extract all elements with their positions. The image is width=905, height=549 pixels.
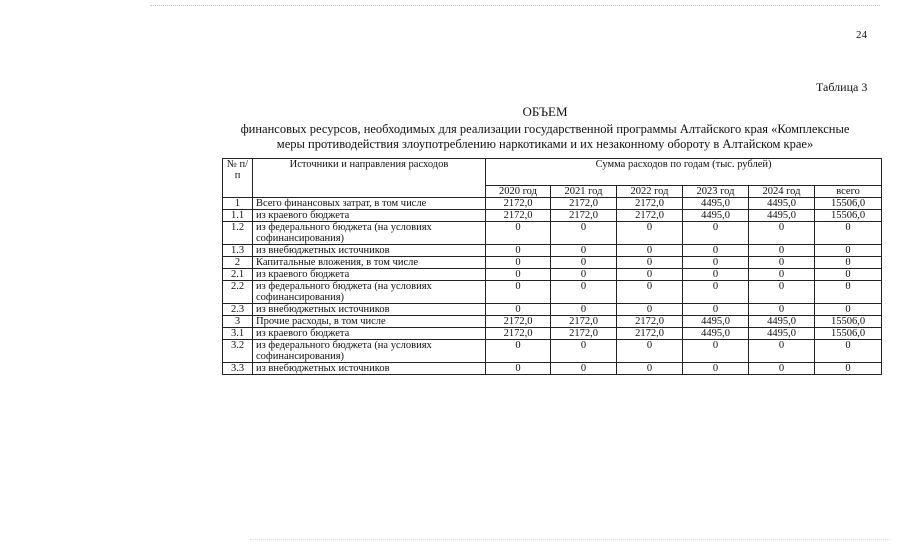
row-value: 2172,0	[617, 328, 683, 340]
row-value: 0	[749, 257, 815, 269]
row-source: Всего финансовых затрат, в том числе	[253, 198, 486, 210]
row-value: 2172,0	[486, 210, 551, 222]
row-value: 0	[617, 304, 683, 316]
row-value: 0	[683, 222, 749, 245]
row-source: из внебюджетных источников	[253, 304, 486, 316]
table-row	[223, 328, 882, 340]
row-number: 2.2	[223, 281, 253, 304]
header-source: Источники и направления расходов	[253, 159, 486, 198]
row-value: 2172,0	[617, 198, 683, 210]
row-value: 4495,0	[683, 328, 749, 340]
row-value: 0	[815, 304, 882, 316]
row-value: 0	[551, 257, 617, 269]
row-value: 0	[683, 363, 749, 375]
row-source: Прочие расходы, в том числе	[253, 316, 486, 328]
row-value: 0	[551, 340, 617, 363]
row-value: 2172,0	[486, 316, 551, 328]
header-year: 2023 год	[683, 186, 749, 198]
row-value: 0	[683, 304, 749, 316]
document-subtitle-line-2: меры противодействия злоупотреблению наркотиками и их незаконному обороту в Алтайском крае»	[276, 137, 814, 151]
table-row	[223, 316, 882, 328]
table-row	[223, 363, 882, 375]
row-value: 4495,0	[683, 198, 749, 210]
row-value: 2172,0	[551, 328, 617, 340]
row-value: 4495,0	[683, 210, 749, 222]
header-year: 2021 год	[551, 186, 617, 198]
header-year: всего	[815, 186, 882, 198]
row-number: 3.2	[223, 340, 253, 363]
row-value: 0	[551, 245, 617, 257]
row-source: из внебюджетных источников	[253, 245, 486, 257]
row-value: 2172,0	[486, 328, 551, 340]
row-value: 0	[749, 340, 815, 363]
row-value: 0	[551, 363, 617, 375]
row-value: 0	[815, 340, 882, 363]
row-value: 0	[486, 363, 551, 375]
row-value: 4495,0	[749, 316, 815, 328]
table-row	[223, 198, 882, 210]
row-number: 2.3	[223, 304, 253, 316]
row-value: 2172,0	[551, 316, 617, 328]
row-number: 3.3	[223, 363, 253, 375]
row-value: 2172,0	[617, 316, 683, 328]
row-value: 0	[617, 222, 683, 245]
row-value: 0	[486, 269, 551, 281]
table-label: Таблица 3	[816, 80, 868, 94]
row-value: 0	[749, 281, 815, 304]
row-value: 0	[815, 269, 882, 281]
row-source: из федерального бюджета (на условиях софинансирования)	[253, 222, 486, 245]
document-subtitle-line-1: финансовых ресурсов, необходимых для реализации государственной программы Алтайского края «Комплексные	[240, 122, 850, 136]
header-year: 2020 год	[486, 186, 551, 198]
row-value: 4495,0	[749, 198, 815, 210]
row-value: 0	[683, 257, 749, 269]
row-source: из краевого бюджета	[253, 210, 486, 222]
row-value: 0	[683, 269, 749, 281]
row-value: 2172,0	[617, 210, 683, 222]
row-value: 0	[815, 222, 882, 245]
row-value: 2172,0	[486, 198, 551, 210]
document-title: ОБЪЕМ	[522, 104, 568, 119]
table-row	[223, 304, 882, 316]
row-value: 0	[815, 257, 882, 269]
row-value: 0	[683, 340, 749, 363]
header-number: № п/п	[223, 159, 253, 198]
row-value: 15506,0	[815, 210, 882, 222]
row-number: 1.2	[223, 222, 253, 245]
row-number: 3	[223, 316, 253, 328]
row-value: 0	[617, 340, 683, 363]
row-number: 2.1	[223, 269, 253, 281]
row-value: 0	[486, 257, 551, 269]
row-source: из федерального бюджета (на условиях софинансирования)	[253, 340, 486, 363]
row-value: 0	[551, 222, 617, 245]
row-number: 3.1	[223, 328, 253, 340]
table-row	[223, 222, 882, 245]
row-number: 1.1	[223, 210, 253, 222]
table-row	[223, 210, 882, 222]
row-value: 0	[617, 281, 683, 304]
row-value: 0	[551, 269, 617, 281]
row-value: 0	[486, 304, 551, 316]
row-source: Капитальные вложения, в том числе	[253, 257, 486, 269]
row-value: 0	[617, 269, 683, 281]
row-source: из краевого бюджета	[253, 328, 486, 340]
row-value: 4495,0	[749, 328, 815, 340]
table-row	[223, 245, 882, 257]
row-value: 15506,0	[815, 328, 882, 340]
row-number: 1	[223, 198, 253, 210]
table-body	[223, 198, 882, 375]
header-year: 2024 год	[749, 186, 815, 198]
row-value: 0	[486, 281, 551, 304]
scan-artifact-top	[150, 5, 880, 7]
row-value: 15506,0	[815, 316, 882, 328]
row-value: 0	[617, 363, 683, 375]
row-value: 2172,0	[551, 210, 617, 222]
table-row	[223, 257, 882, 269]
row-number: 1.3	[223, 245, 253, 257]
row-value: 0	[749, 245, 815, 257]
row-value: 0	[486, 222, 551, 245]
page-number: 24	[856, 29, 867, 41]
row-value: 0	[815, 245, 882, 257]
row-source: из федерального бюджета (на условиях софинансирования)	[253, 281, 486, 304]
row-value: 0	[683, 245, 749, 257]
row-source: из внебюджетных источников	[253, 363, 486, 375]
row-value: 0	[749, 304, 815, 316]
row-value: 0	[749, 269, 815, 281]
header-year: 2022 год	[617, 186, 683, 198]
table-row	[223, 281, 882, 304]
header-sum-group: Сумма расходов по годам (тыс. рублей)	[486, 159, 882, 186]
row-value: 0	[815, 363, 882, 375]
row-value: 15506,0	[815, 198, 882, 210]
table-row	[223, 269, 882, 281]
row-value: 0	[486, 340, 551, 363]
row-number: 2	[223, 257, 253, 269]
row-value: 0	[749, 222, 815, 245]
row-source: из краевого бюджета	[253, 269, 486, 281]
budget-table	[222, 158, 882, 375]
row-value: 4495,0	[749, 210, 815, 222]
row-value: 0	[617, 257, 683, 269]
scan-artifact-bottom	[250, 539, 890, 541]
row-value: 0	[486, 245, 551, 257]
row-value: 2172,0	[551, 198, 617, 210]
row-value: 0	[815, 281, 882, 304]
row-value: 4495,0	[683, 316, 749, 328]
row-value: 0	[683, 281, 749, 304]
row-value: 0	[551, 304, 617, 316]
row-value: 0	[749, 363, 815, 375]
row-value: 0	[617, 245, 683, 257]
table-row	[223, 340, 882, 363]
row-value: 0	[551, 281, 617, 304]
